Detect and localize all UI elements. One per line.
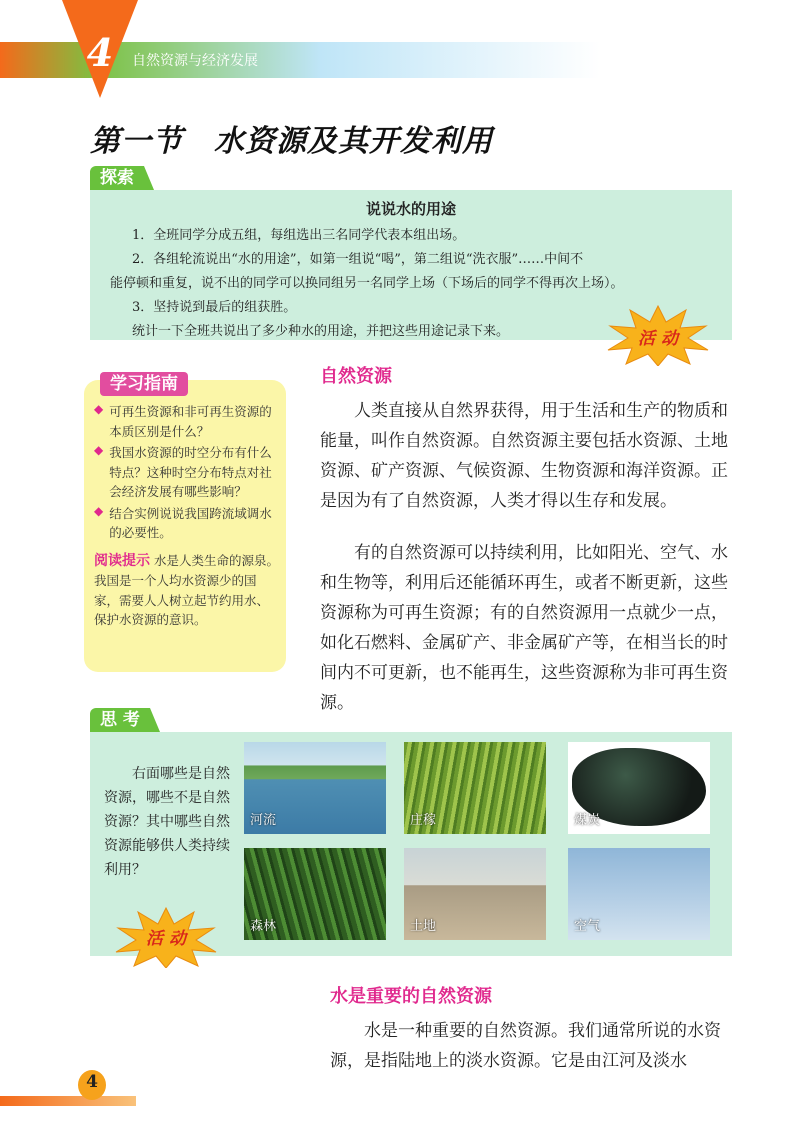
explore-heading: 说说水的用途 <box>365 200 456 218</box>
footer-stripe <box>0 1096 136 1106</box>
explore-line: 1．全班同学分成五组，每组选出三名同学代表本组出场。 <box>132 228 466 243</box>
water-heading: 水是重要的自然资源 <box>330 986 492 1007</box>
paragraph: 有的自然资源可以持续利用，比如阳光、空气、水和生物等，利用后还能循环再生，或者不断更新，这些资源称为可再生资源；有的自然资源用一点就少一点，如化石燃料、金属矿产、非金属矿产等，在相当长的时间内不可更新，也不能再生，这些资源称为非可再生资源。 <box>320 543 728 713</box>
paragraph: 人类直接从自然界获得，用于生活和生产的物质和能量，叫作自然资源。自然资源主要包括水资源、土地资源、矿产资源、气候资源、生物资源和海洋资源。正是因为有了自然资源，人类才得以生存和发展。 <box>320 401 728 511</box>
photo-label: 煤炭 <box>574 813 601 828</box>
explore-line: 能停顿和重复，说不出的同学可以换同组另一名同学上场（下场后的同学不得再次上场）。 <box>110 276 624 291</box>
guide-list <box>94 402 280 630</box>
photo-air <box>568 848 710 940</box>
photo-label: 森林 <box>250 919 277 934</box>
natural-resources-heading: 自然资源 <box>320 366 392 387</box>
photo-crops <box>404 742 546 834</box>
think-tab: 思 考 <box>90 708 150 732</box>
chapter-number: 4 <box>86 30 114 75</box>
activity-badge-label: 活 动 <box>638 329 678 349</box>
reading-tip-label: 阅读提示 <box>94 552 150 569</box>
diamond-bullet-icon: ◆ <box>94 503 104 518</box>
reading-tip <box>94 551 280 630</box>
photo-label: 空气 <box>574 919 601 934</box>
diamond-bullet-icon: ◆ <box>94 443 104 457</box>
activity-badge-label: 活 动 <box>146 929 186 949</box>
photo-label: 庄稼 <box>410 813 437 828</box>
guide-item: ◆ 可再生资源和非可再生资源的本质区别是什么？ <box>94 402 280 441</box>
photo-forest <box>244 848 386 940</box>
photo-river <box>244 742 386 834</box>
reading-tip-text: 水是人类生命的源泉。我国是一个人均水资源少的国家，需要人人树立起节约用水、保护水资源的意识。 <box>94 552 279 627</box>
section-title: 第一节 水资源及其开发利用 <box>90 124 493 159</box>
think-question: 右面哪些是自然资源，哪些不是自然资源？其中哪些自然资源能够供人类持续利用？ <box>104 766 230 878</box>
diamond-bullet-icon: ◆ <box>94 402 104 416</box>
study-guide-tab: 学习指南 <box>100 372 188 396</box>
paragraph: 水是一种重要的自然资源。我们通常所说的水资源，是指陆地上的淡水资源。它是由江河及淡水 <box>330 1021 721 1071</box>
explore-line: 2．各组轮流说出“水的用途”，如第一组说“喝”，第二组说“洗衣服”……中间不 <box>132 252 584 267</box>
photo-label: 土地 <box>410 919 437 934</box>
page-number: 4 <box>86 1072 98 1092</box>
guide-item: ◆ 结合实例说说我国跨流域调水的必要性。 <box>94 504 280 543</box>
explore-line: 统计一下全班共说出了多少种水的用途，并把这些用途记录下来。 <box>132 324 510 339</box>
chapter-title: 自然资源与经济发展 <box>132 53 258 69</box>
photo-land <box>404 848 546 940</box>
guide-item: ◆ 我国水资源的时空分布有什么特点？这种时空分布特点对社会经济发展有哪些影响？ <box>94 443 280 502</box>
photo-label: 河流 <box>250 813 277 828</box>
photo-coal <box>568 742 710 834</box>
explore-line: 3．坚持说到最后的组获胜。 <box>132 300 297 315</box>
explore-tab: 探索 <box>90 166 144 190</box>
